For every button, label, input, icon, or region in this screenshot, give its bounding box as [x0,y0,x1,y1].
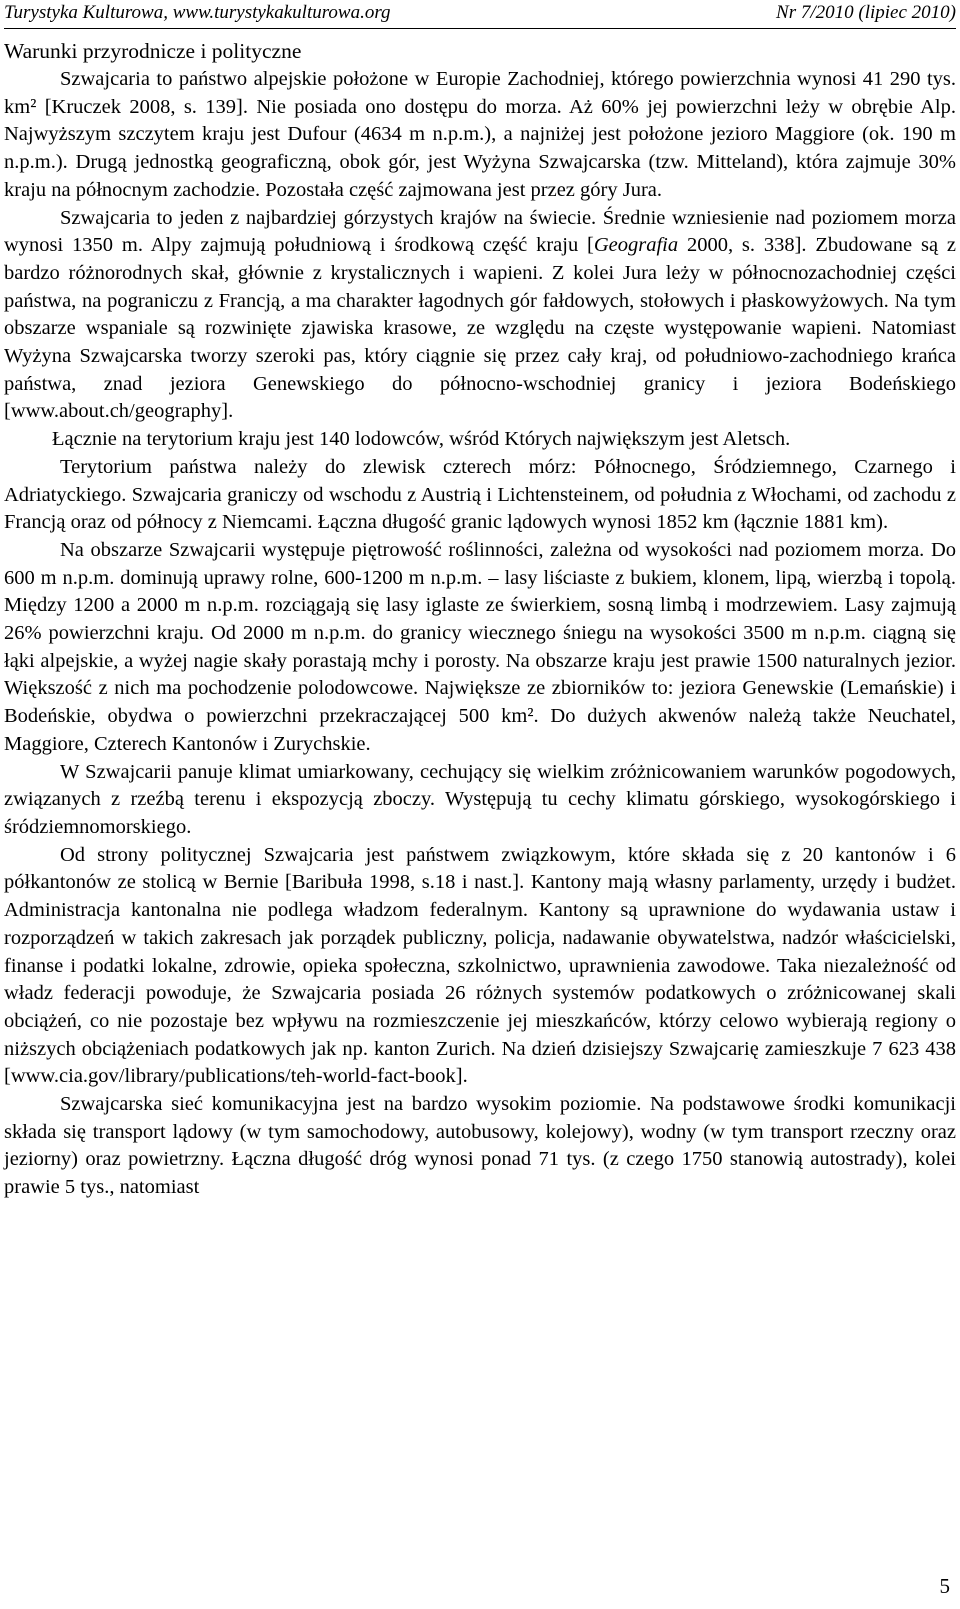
paragraph-text: Od strony politycznej Szwajcaria jest państwem związkowym, które składa się z 20 kantonów i 6 półkantonów ze stolicą w Bernie [Baribuła 1998, s.18 i nast.]. Kantony mają własny parlamenty, urzędy i budżet. Administracja kantonalna nie podlega władzom federalnym. Kantony są uprawnione do wydawania ustaw i rozporządzeń w takich zakresach jak porządek publiczny, policja, nadawanie obywatelstwa, nadzór właścicielski, finanse i podatki lokalne, zdrowie, opieka społeczna, szkolnictwo, uprawnienia zawodowe. Taka niezależność od władz federacji powoduje, że Szwajcaria posiada 26 różnych systemów podatkowych o zróżnicowanej skali obciążeń, co nie pozostaje bez wpływu na rozmieszczenie jej mieszkańców, którzy celowo wybierają regiony o niższych obciążeniach podatkowych jak np. kanton Zurich. Na dzień dzisiejszy Szwajcarię zamieszkuje 7 623 438 [www.cia.gov/library/publications/teh-world-fact-book]. [4,843,956,1088]
paragraph [4,759,956,842]
paragraph-text: Łącznie na terytorium kraju jest 140 lodowców, wśród Których największym jest Aletsch. [52,428,791,451]
paragraph [4,454,956,537]
page-number: 5 [939,1574,950,1598]
issue-info: Nr 7/2010 (lipiec 2010) [776,2,956,23]
paragraph [4,1091,956,1202]
paragraph [4,205,956,427]
paragraph [4,66,956,205]
paragraph-text: Na obszarze Szwajcarii występuje piętrowość roślinności, zależna od wysokości nad poziomem morza. Do 600 m n.p.m. dominują uprawy rolne, 600-1200 m n.p.m. – lasy liściaste z bukiem, klonem, lipą, wierzbą i topolą. Między 1200 a 2000 m n.p.m. rozciągają się lasy iglaste ze świerkiem, sosną limbą i modrzewiem. Lasy zajmują 26% powierzchni kraju. Od 2000 m n.p.m. do granicy wiecznego śniegu na wysokości 3500 m n.p.m. ciągną się łąki alpejskie, a wyżej nagie skały porastają mchy i porosty. Na obszarze kraju jest prawie 1500 naturalnych jezior. Większość z nich ma pochodzenie polodowcowe. Największe ze zbiorników to: jeziora Genewskie (Lemańskie) i Bodeńskie, obydwa o powierzchni przekraczającej 500 km². Do dużych akwenów należą także Neuchatel, Maggiore, Czterech Kantonów i Zurychskie. [4,538,956,755]
paragraph-text: Szwajcaria to jeden z najbardziej górzystych krajów na świecie. Średnie wzniesienie nad poziomem morza wynosi 1350 m. Alpy zajmują południową i środkową część kraju [ [4,206,956,257]
paragraph [4,842,956,1091]
paragraph-text: Szwajcaria to państwo alpejskie położone w Europie Zachodniej, którego powierzchnia wynosi 41 290 tys. km² [Kruczek 2008, s. 139]. Nie posiada ono dostępu do morza. Aż 60% jej powierzchni leży w obrębie Alp. Najwyższym szczytem kraju jest Dufour (4634 m n.p.m.), a najniżej jest położone jezioro Maggiore (ok. 190 m n.p.m.). Drugą jednostką geograficzną, obok gór, jest Wyżyna Szwajcarska (tzw. Mitteland), która zajmuje 30% kraju na północnym zachodzie. Pozostała część zajmowana jest przez góry Jura. [4,68,956,201]
citation-title: Geografia [593,234,679,257]
paragraph [4,426,956,454]
section-heading: Warunki przyrodnicze i polityczne [4,39,302,63]
paragraph-text: Szwajcarska sieć komunikacyjna jest na bardzo wysokim poziomie. Na podstawowe środki komunikacji składa się transport lądowy (w tym samochodowy, autobusowy, kolejowy), wodny (w tym transport rzeczny oraz jeziorny) oraz powietrzny. Łączna długość dróg wynosi ponad 71 tys. (z czego 1750 stanowią autostrady), kolei prawie 5 tys., natomiast [4,1093,956,1199]
journal-title: Turystyka Kulturowa, www.turystykakulturowa.org [4,2,391,23]
paragraph-text: Terytorium państwa należy do zlewisk czterech mórz: Północnego, Śródziemnego, Czarnego i Adriatyckiego. Szwajcaria graniczy od wschodu z Austrią i Lichtensteinem, od południa z Włochami, od zachodu z Francją oraz od północy z Niemcami. Łączna długość granic lądowych wynosi 1852 km (łącznie 1881 km). [4,455,956,534]
article-body [4,36,956,1202]
paragraph-text-continued: 2000, s. 338]. Zbudowane są z bardzo różnorodnych skał, głównie z krystalicznych i wapieni. Z kolei Jura leży w północnozachodniej części państwa, na pograniczu z Francją, a ma charakter łagodnych gór fałdowych, stołowych i płaskowyżowych. Na tym obszarze wspaniale są rozwinięte zjawiska krasowe, ze względu na częste występowanie wapieni. Natomiast Wyżyna Szwajcarska tworzy szeroki pas, który ciągnie się przez cały kraj, od południowo-zachodniego krańca państwa, znad jeziora Genewskiego do północno-wschodniej granicy i jeziora Bodeńskiego [www.about.ch/geography]. [4,234,956,423]
running-header [4,0,956,29]
paragraph [4,537,956,759]
paragraph-text: W Szwajcarii panuje klimat umiarkowany, cechujący się wielkim zróżnicowaniem warunków pogodowych, związanych z rzeźbą terenu i ekspozycją zboczy. Występują tu cechy klimatu górskiego, wysokogórskiego i śródziemnomorskiego. [4,760,956,838]
